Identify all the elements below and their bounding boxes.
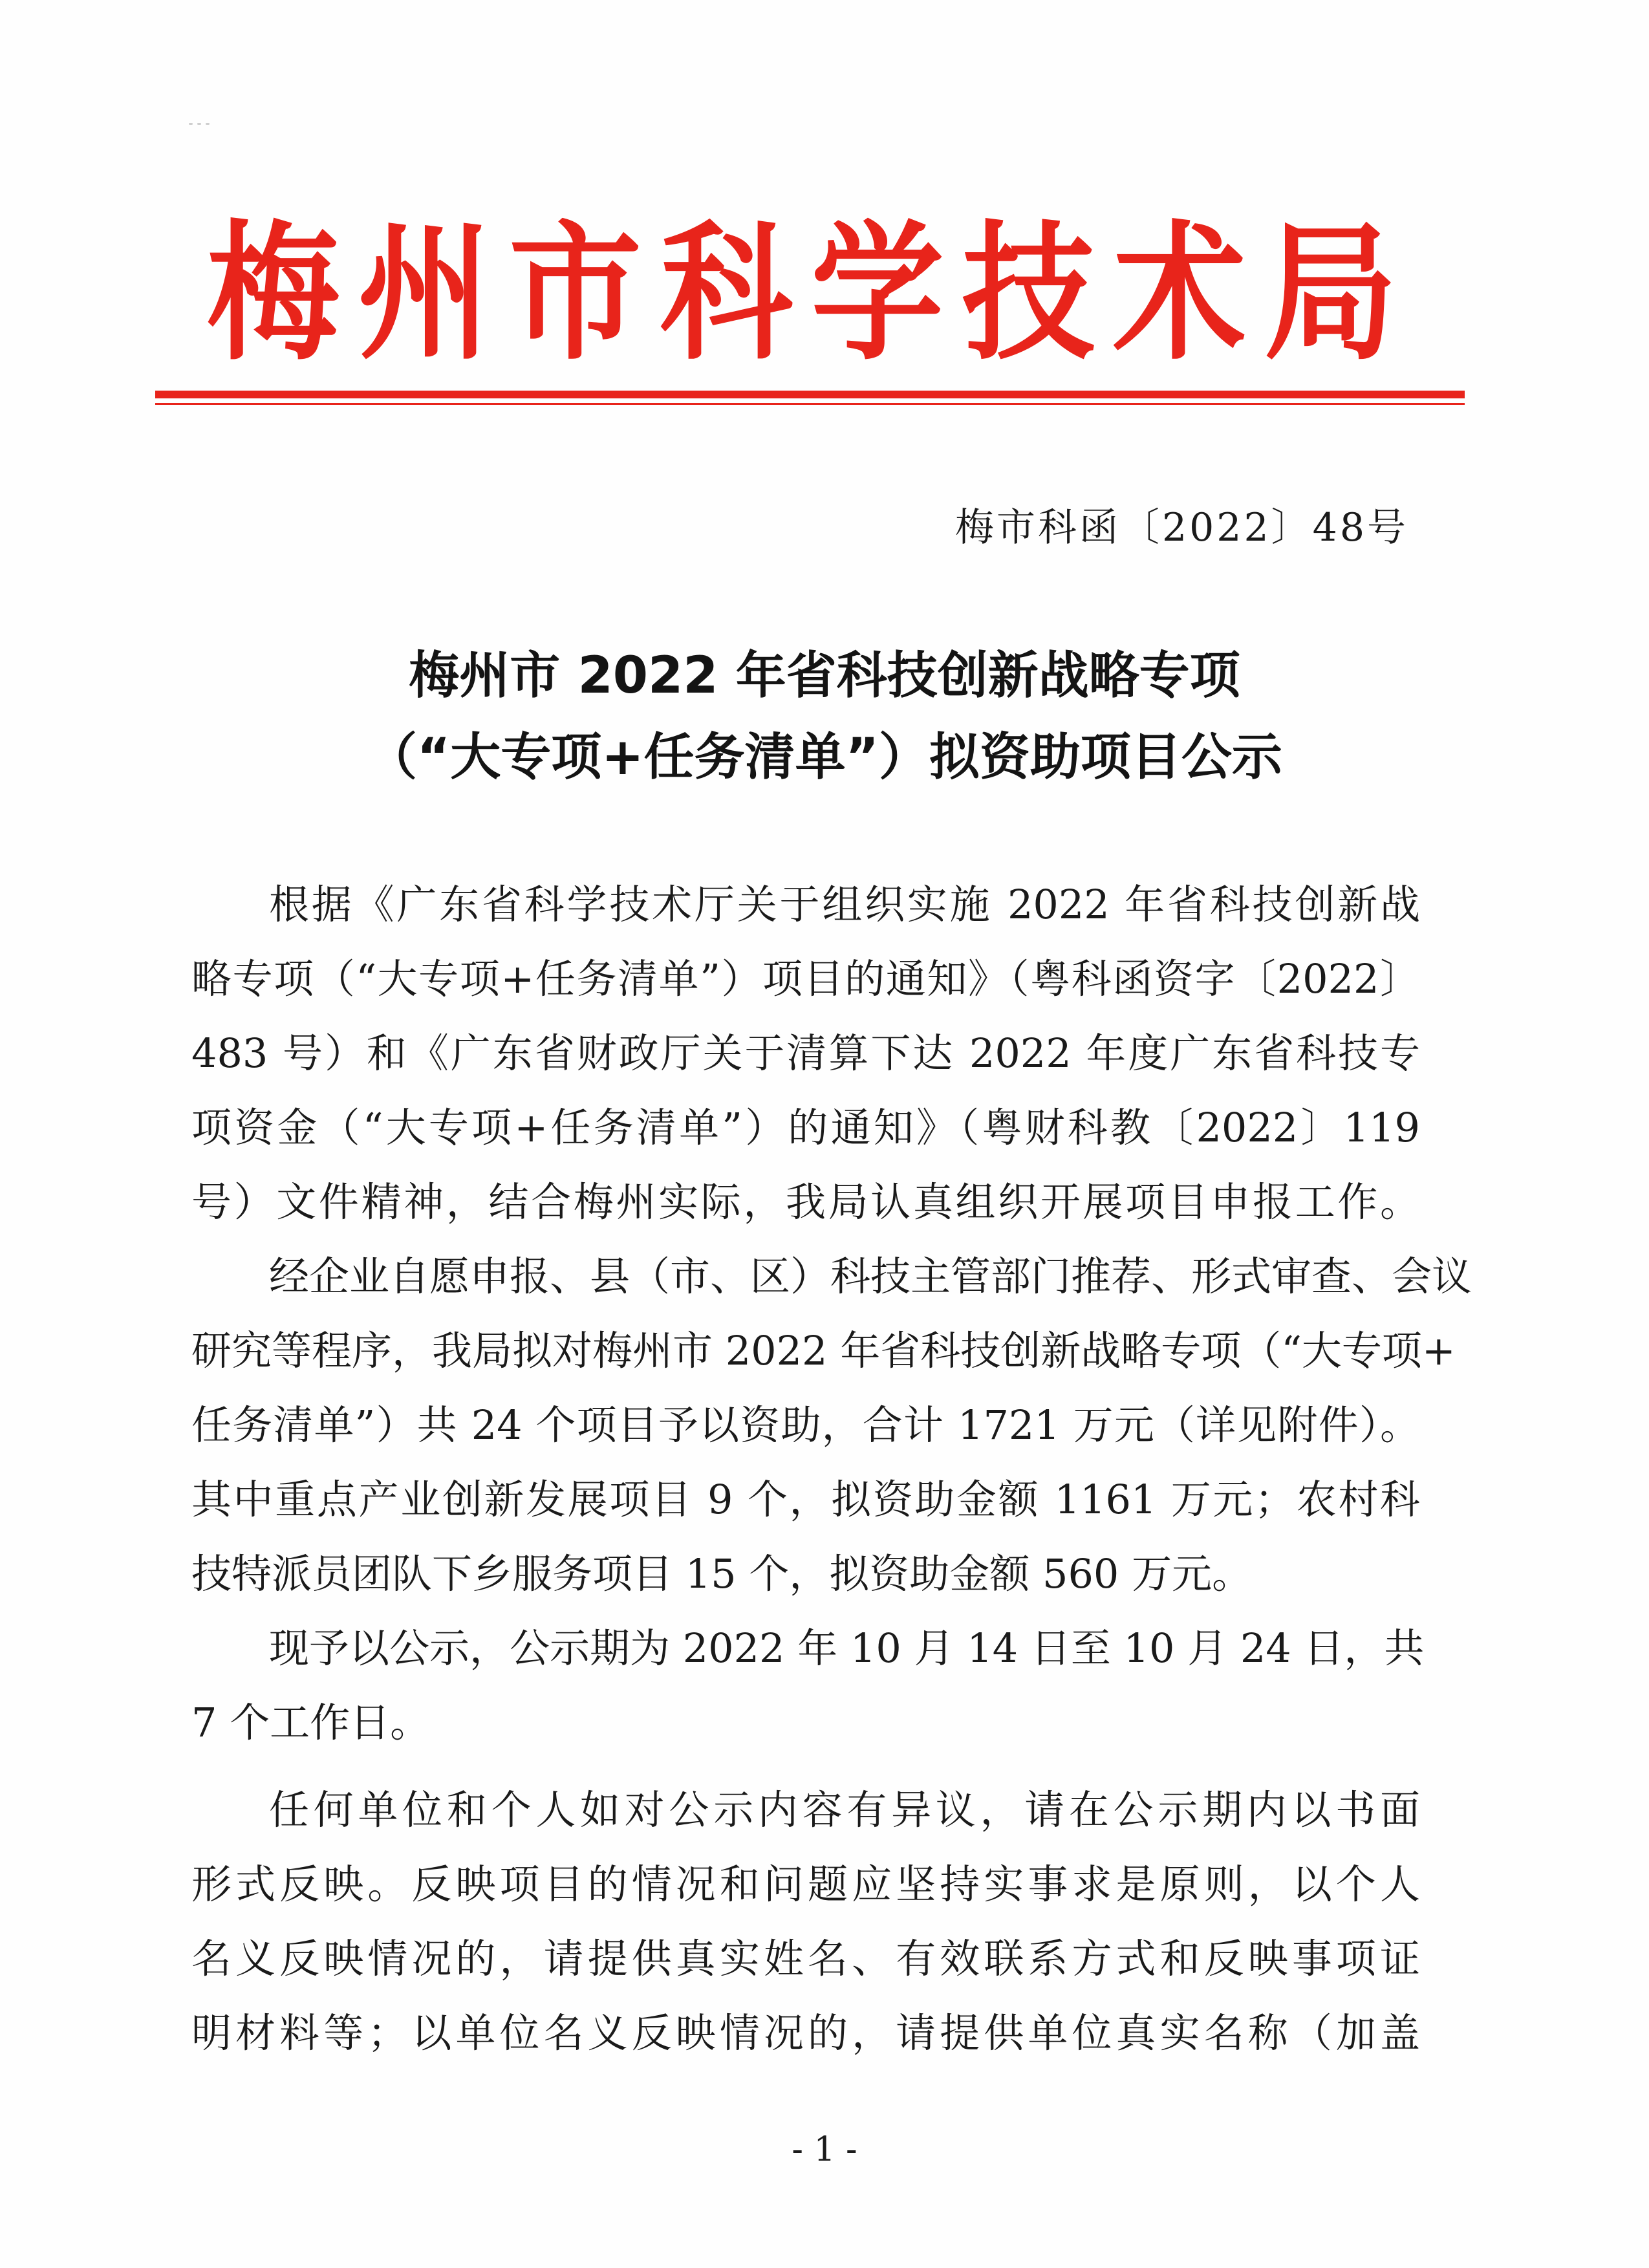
body-paragraph-3-line-2: 7 个工作日。	[191, 1699, 431, 1746]
body-paragraph-1-line-3: 483 号）和《广东省财政厅关于清算下达 2022 年度广东省科技专	[191, 1030, 1420, 1077]
masthead-char: 学	[811, 208, 944, 380]
body-paragraph-2-line-2: 研究等程序，我局拟对梅州市 2022 年省科技创新战略专项（“大专项+	[191, 1327, 1456, 1374]
body-paragraph-4-line-2: 形式反映。反映项目的情况和问题应坚持实事求是原则，以个人	[191, 1861, 1420, 1908]
body-paragraph-1-line-1: 根据《广东省科学技术厅关于组织实施 2022 年省科技创新战	[269, 881, 1420, 928]
masthead-char: 术	[1113, 208, 1246, 380]
body-paragraph-2-line-4: 其中重点产业创新发展项目 9 个，拟资助金额 1161 万元；农村科	[191, 1476, 1420, 1523]
body-paragraph-3-line-1: 现予以公示，公示期为 2022 年 10 月 14 日至 10 月 24 日，共	[269, 1625, 1425, 1672]
body-paragraph-4-line-1: 任何单位和个人如对公示内容有异议，请在公示期内以书面	[269, 1786, 1420, 1833]
body-paragraph-2-line-1: 经企业自愿申报、县（市、区）科技主管部门推荐、形式审查、会议	[269, 1253, 1472, 1300]
document-number: 梅市科函〔2022〕48号	[954, 505, 1408, 550]
page-number: - 1 -	[792, 2130, 857, 2169]
body-paragraph-1-line-2: 略专项（“大专项+任务清单”）项目的通知》（粤科函资字〔2022〕	[191, 955, 1420, 1002]
scan-speck-decoration	[189, 115, 228, 124]
document-title-line-1: 梅州市 2022 年省科技创新战略专项	[409, 647, 1240, 705]
masthead-char: 市	[509, 208, 642, 380]
document-title-line-2: （“大专项+任务清单”）拟资助项目公示	[367, 728, 1282, 786]
red-rule-thin	[155, 403, 1465, 405]
masthead-char: 技	[962, 208, 1095, 380]
masthead-char: 局	[1264, 208, 1397, 380]
body-paragraph-2-line-5: 技特派员团队下乡服务项目 15 个，拟资助金额 560 万元。	[191, 1550, 1253, 1597]
masthead-char: 梅	[207, 208, 339, 380]
body-paragraph-1-line-5: 号）文件精神，结合梅州实际，我局认真组织开展项目申报工作。	[191, 1178, 1420, 1226]
masthead-agency-name	[207, 208, 1397, 380]
body-paragraph-4-line-3: 名义反映情况的，请提供真实姓名、有效联系方式和反映事项证	[191, 1935, 1420, 1982]
red-rule-thick	[155, 391, 1465, 398]
body-paragraph-1-line-4: 项资金（“大专项+任务清单”）的通知》（粤财科教〔2022〕119	[191, 1104, 1420, 1151]
masthead-char: 科	[660, 208, 793, 380]
masthead-char: 州	[358, 208, 491, 380]
body-paragraph-4-line-4: 明材料等；以单位名义反映情况的，请提供单位真实名称（加盖	[191, 2009, 1420, 2057]
body-paragraph-2-line-3: 任务清单”）共 24 个项目予以资助，合计 1721 万元（详见附件）。	[191, 1401, 1420, 1449]
